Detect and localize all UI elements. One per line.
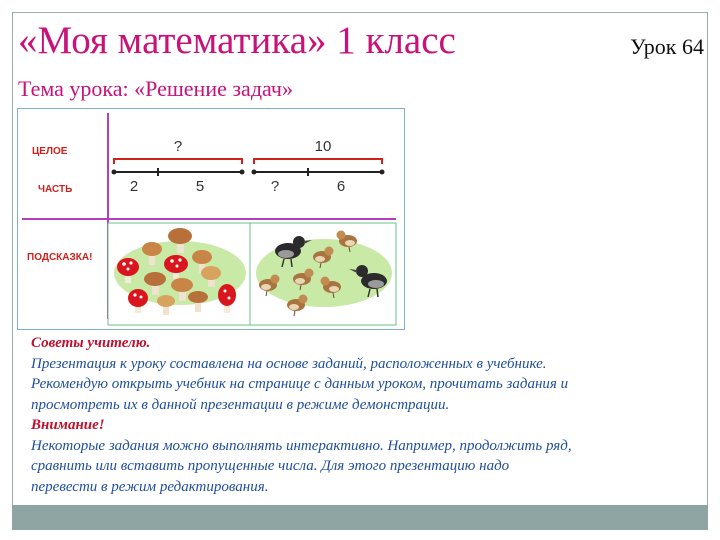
task-2-part-a: ? [270, 178, 280, 195]
notes-line: перевести в режим редактирования. [31, 478, 269, 495]
notes-line: просмотреть их в данной презентации в режиме демонстрации. [31, 396, 450, 413]
lesson-topic: Тема урока: «Решение задач» [18, 76, 293, 101]
row-label-whole: ЦЕЛОЕ [32, 146, 68, 157]
task-2-whole: 10 [314, 138, 332, 155]
task-1-part-b: 5 [195, 178, 205, 195]
teacher-notes [31, 333, 701, 497]
task-2-scheme [252, 138, 385, 195]
task-2-whole-bracket [254, 159, 382, 164]
task-diagram [17, 108, 405, 330]
task-1-whole-bracket [114, 159, 242, 164]
notes-line: Презентация к уроку составлена на основе заданий, расположенных в учебнике. [31, 355, 547, 372]
lesson-number: Урок 64 [630, 34, 704, 59]
task-1-whole: ? [173, 138, 183, 155]
birds-picture [250, 223, 396, 325]
notes-line: сравнить или вставить пропущенные числа. Для этого презентацию надо [31, 458, 510, 474]
row-label-hint: ПОДСКАЗКА! [27, 252, 93, 263]
footer-bar [12, 505, 708, 530]
notes-line: Некоторые задания можно выполнять интерактивно. Например, продолжить ряд, [31, 437, 572, 454]
notes-heading-attention: Внимание! [31, 417, 105, 433]
slide-title: «Моя математика» 1 класс [18, 19, 456, 62]
row-label-part: ЧАСТЬ [38, 184, 73, 195]
notes-heading-advice: Советы учителю. [31, 335, 151, 351]
notes-line: Рекомендую открыть учебник на странице с данным уроком, прочитать задания и [31, 376, 569, 392]
task-1-scheme [112, 138, 245, 195]
mushrooms-picture [108, 223, 250, 325]
task-2-part-b: 6 [336, 178, 346, 195]
task-1-part-a: 2 [129, 178, 139, 195]
